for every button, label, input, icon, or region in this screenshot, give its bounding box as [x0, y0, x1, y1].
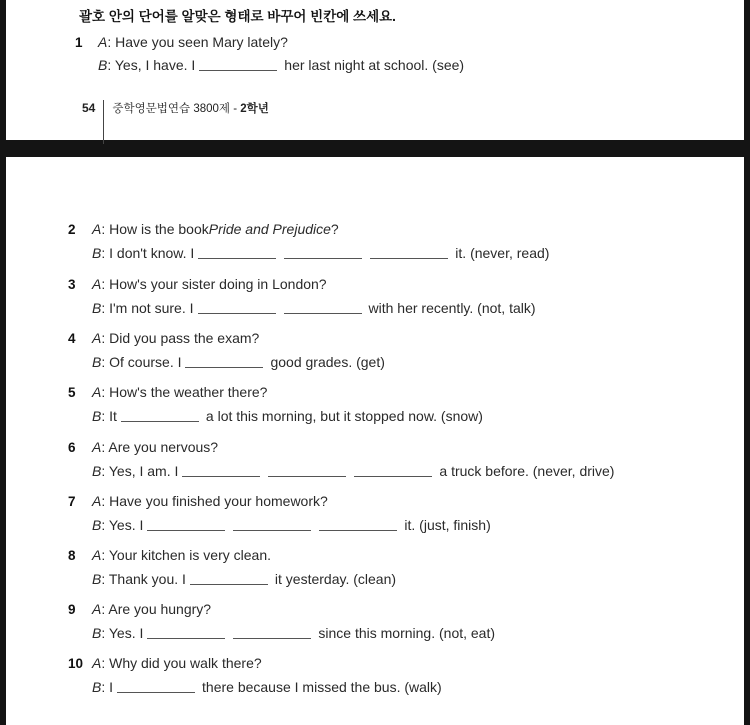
bottom-page-panel [6, 157, 744, 725]
speaker-a: A [92, 384, 102, 400]
answer-blank[interactable] [319, 529, 397, 531]
answer-suffix: it yesterday. (clean) [274, 571, 397, 587]
answer-prefix: : It [101, 408, 117, 424]
question-6-b-line [92, 463, 614, 479]
answer-blank[interactable] [284, 312, 362, 314]
answer-blank[interactable] [370, 257, 448, 259]
question-1-b-line [98, 57, 464, 73]
page-footer [82, 86, 269, 130]
answer-suffix: it. (just, finish) [404, 517, 491, 533]
question-number: 8 [68, 548, 76, 563]
answer-blank[interactable] [121, 420, 199, 422]
answer-suffix: it. (never, read) [455, 245, 550, 261]
question-number: 9 [68, 602, 76, 617]
question-5-a-line [92, 384, 267, 400]
question-8-a-line [92, 547, 271, 563]
footer-divider [103, 100, 104, 144]
question-text: : Did you pass the exam? [101, 330, 260, 346]
answer-blank[interactable] [198, 312, 276, 314]
question-text: : Have you seen Mary lately? [107, 34, 288, 50]
question-end: ? [330, 221, 339, 237]
question-10-a-line [92, 655, 262, 671]
book-title: 중학영문법연습 3800제 - [112, 103, 238, 115]
answer-prefix: : Yes. I [101, 625, 144, 641]
speaker-a: A [92, 330, 102, 346]
speaker-b: B [92, 517, 102, 533]
answer-suffix: a lot this morning, but it stopped now. (snow) [205, 408, 483, 424]
top-page-panel [6, 0, 744, 140]
question-4-a-line [92, 330, 259, 346]
page-number: 54 [82, 101, 96, 115]
speaker-b: B [92, 463, 102, 479]
question-3-a-line [92, 276, 327, 292]
answer-blank[interactable] [147, 529, 225, 531]
question-number: 4 [68, 331, 76, 346]
speaker-a: A [92, 439, 102, 455]
question-text: : Why did you walk there? [101, 655, 262, 671]
question-text: : Are you nervous? [101, 439, 219, 455]
speaker-b: B [92, 625, 102, 641]
answer-blank[interactable] [185, 366, 263, 368]
question-number: 2 [68, 222, 76, 237]
answer-prefix: : I don't know. I [101, 245, 195, 261]
answer-suffix: with her recently. (not, talk) [368, 300, 536, 316]
question-1-a-line [98, 34, 288, 50]
grade-label: 2학년 [240, 103, 269, 115]
question-6-a-line [92, 439, 218, 455]
question-number: 1 [75, 35, 83, 50]
speaker-a: A [98, 34, 108, 50]
speaker-b: B [92, 571, 102, 587]
answer-prefix: : I'm not sure. I [101, 300, 194, 316]
answer-blank[interactable] [233, 529, 311, 531]
answer-prefix: : Yes, I have. I [107, 57, 196, 73]
answer-blank[interactable] [147, 637, 225, 639]
answer-blank[interactable] [199, 69, 277, 71]
question-7-b-line [92, 517, 491, 533]
question-2-b-line [92, 245, 549, 261]
question-text: : Have you finished your homework? [101, 493, 328, 509]
question-number: 5 [68, 385, 76, 400]
answer-blank[interactable] [354, 475, 432, 477]
question-7-a-line [92, 493, 328, 509]
question-number: 7 [68, 494, 76, 509]
speaker-b: B [92, 245, 102, 261]
instruction-text: 괄호 안의 단어를 알맞은 형태로 바꾸어 빈칸에 쓰세요. [79, 9, 396, 24]
question-10-b-line [92, 679, 442, 695]
answer-blank[interactable] [190, 583, 268, 585]
question-number: 6 [68, 440, 76, 455]
question-8-b-line [92, 571, 396, 587]
question-number: 10 [68, 656, 84, 671]
answer-blank[interactable] [268, 475, 346, 477]
question-text: : How's the weather there? [101, 384, 268, 400]
question-text: : Are you hungry? [101, 601, 212, 617]
speaker-a: A [92, 547, 102, 563]
answer-suffix: a truck before. (never, drive) [439, 463, 615, 479]
question-3-b-line [92, 300, 536, 316]
speaker-a: A [92, 221, 102, 237]
speaker-b: B [92, 300, 102, 316]
question-4-b-line [92, 354, 385, 370]
question-2-a-line [92, 221, 339, 237]
speaker-a: A [92, 655, 102, 671]
answer-prefix: : Yes, I am. I [101, 463, 179, 479]
speaker-a: A [92, 493, 102, 509]
speaker-a: A [92, 601, 102, 617]
speaker-a: A [92, 276, 102, 292]
question-text: : Your kitchen is very clean. [101, 547, 271, 563]
answer-suffix: since this morning. (not, eat) [318, 625, 496, 641]
answer-suffix: her last night at school. (see) [284, 57, 465, 73]
speaker-b: B [92, 679, 102, 695]
answer-suffix: good grades. (get) [270, 354, 385, 370]
answer-blank[interactable] [182, 475, 260, 477]
question-9-b-line [92, 625, 495, 641]
question-9-a-line [92, 601, 211, 617]
answer-prefix: : Yes. I [101, 517, 144, 533]
speaker-b: B [98, 57, 108, 73]
answer-prefix: : Thank you. I [101, 571, 186, 587]
question-text: : How's your sister doing in London? [101, 276, 327, 292]
answer-prefix: : Of course. I [101, 354, 182, 370]
answer-blank[interactable] [284, 257, 362, 259]
question-5-b-line [92, 408, 483, 424]
speaker-b: B [92, 408, 102, 424]
book-title-italic: Pride and Prejudice [208, 221, 331, 237]
question-number: 3 [68, 277, 76, 292]
speaker-b: B [92, 354, 102, 370]
question-text: : How is the book [101, 221, 209, 237]
answer-blank[interactable] [233, 637, 311, 639]
answer-suffix: there because I missed the bus. (walk) [202, 679, 442, 695]
answer-blank[interactable] [198, 257, 276, 259]
answer-prefix: : I [101, 679, 114, 695]
answer-blank[interactable] [117, 691, 195, 693]
